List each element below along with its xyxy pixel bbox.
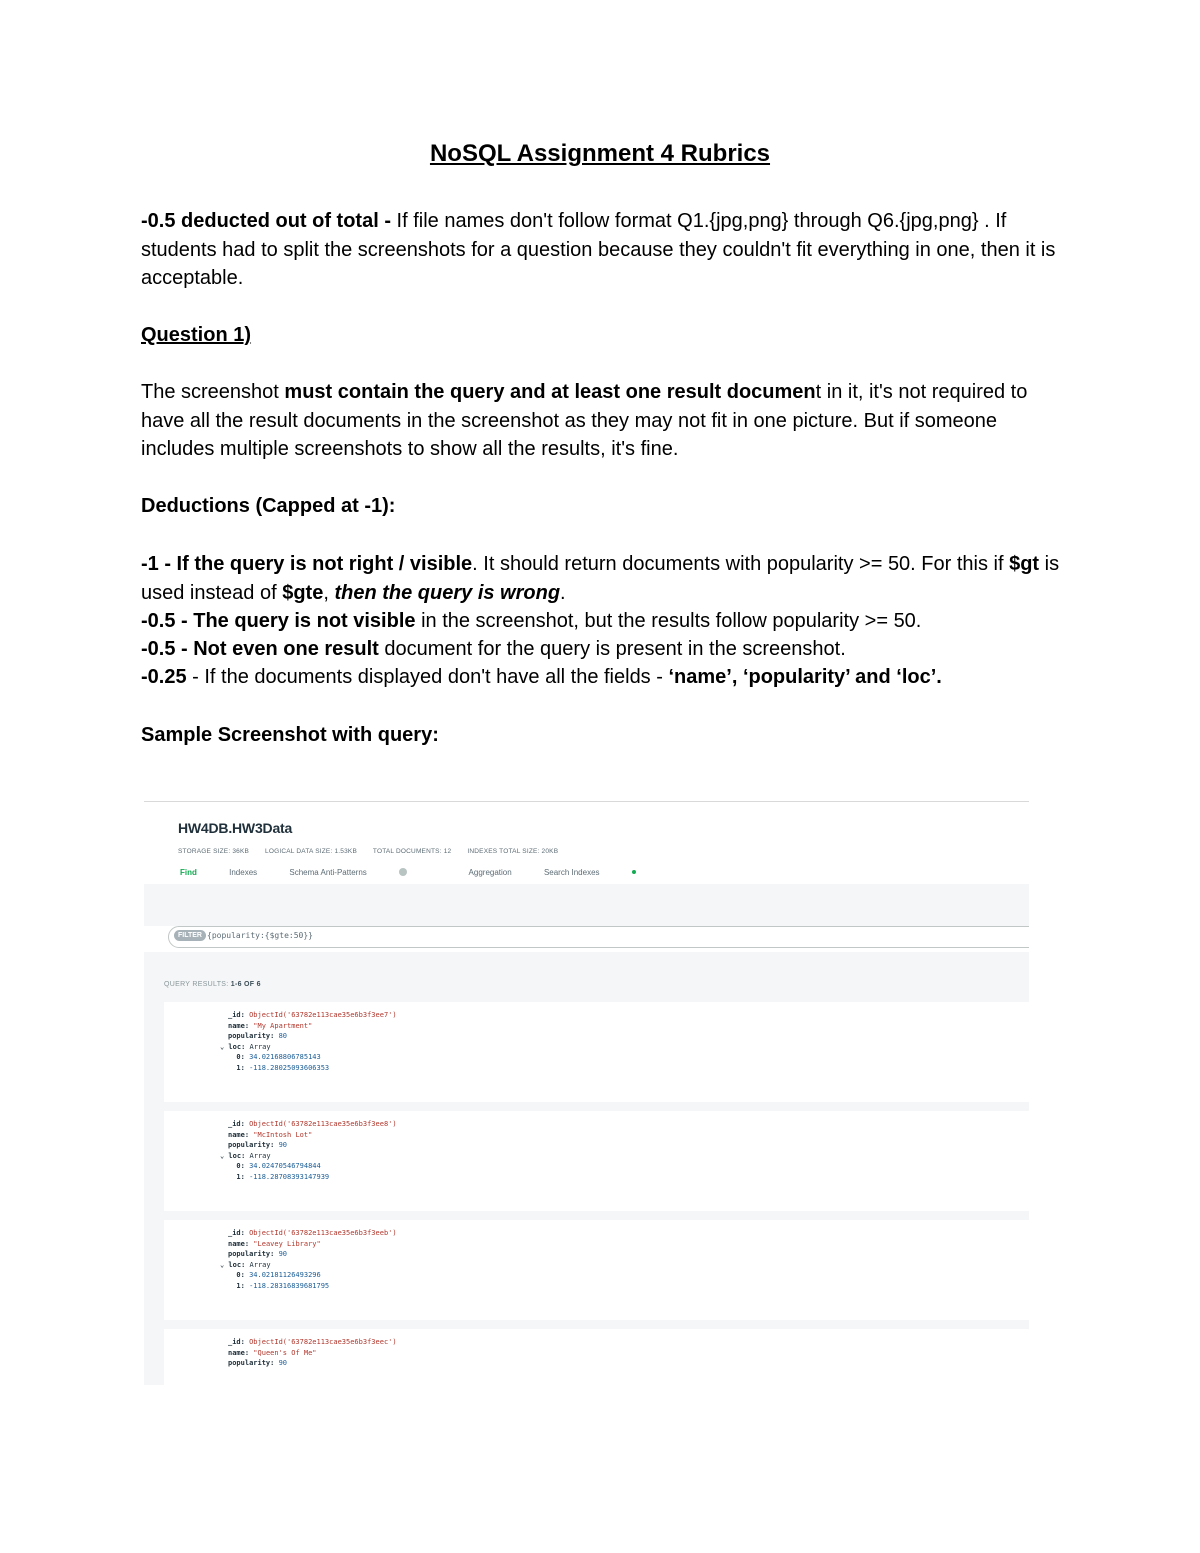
collection-tabs	[180, 868, 696, 877]
result-document	[164, 1111, 1029, 1211]
intro-paragraph	[141, 207, 1071, 293]
document-fields	[212, 1228, 397, 1292]
deduction-2-bold: -0.5 - The query is not visible	[141, 610, 416, 632]
tab-aggregation: Aggregation	[468, 868, 512, 877]
requirement-pre: The screenshot	[141, 381, 285, 403]
info-icon	[399, 868, 407, 876]
field-loc-0: 0: 34.02470546794844	[228, 1162, 321, 1171]
tab-schema-label: Schema Anti-Patterns	[289, 868, 367, 877]
field-popularity: popularity: 90	[228, 1359, 288, 1368]
deduction-4-bold: -0.25	[141, 666, 187, 688]
result-document	[164, 1329, 1029, 1385]
deduction-4-text: - If the documents displayed don't have all the fields -	[186, 666, 669, 688]
intro-text: If file names don't follow format Q1.{jpg,png} through Q6.{jpg,png} . If students had to split the screenshots for a question because they couldn't fit everything in one, then it is acceptable.	[141, 210, 1056, 289]
deduction-1-gt: $gt	[1009, 553, 1040, 575]
deduction-1-text4: .	[560, 581, 566, 604]
deduction-1-bold: -1 - If the query is not right / visible	[141, 553, 473, 575]
deduction-4	[141, 663, 1071, 692]
filter-query: {popularity:{$gte:50}}	[207, 931, 313, 940]
query-results-label: QUERY RESULTS:	[164, 981, 229, 988]
deduction-1-gte: $gte	[282, 581, 324, 604]
field-loc-1: 1: -118.28708393147939	[228, 1172, 330, 1181]
field-id: _id: ObjectId('63782e113cae35e6b3f3eec')	[228, 1338, 397, 1346]
field-popularity: popularity: 90	[228, 1250, 288, 1259]
deduction-3-bold: -0.5 - Not even one result	[141, 638, 379, 660]
field-loc-0: 0: 34.02168806785143	[228, 1053, 321, 1062]
document-fields	[212, 1337, 397, 1369]
field-name: name: "Queen's Of Me"	[228, 1348, 317, 1357]
field-loc-0: 0: 34.02181126493296	[228, 1271, 321, 1280]
field-popularity: popularity: 80	[228, 1032, 288, 1041]
tab-schema-anti-patterns	[289, 868, 436, 877]
field-loc: ⌄ loc: Array	[220, 1151, 271, 1160]
field-name: name: "My Apartment"	[228, 1021, 313, 1030]
question-heading: Question 1)	[141, 324, 252, 346]
sample-heading: Sample Screenshot with query:	[141, 724, 439, 746]
deduction-4-fields: ‘name’, ‘popularity’ and ‘loc’.	[668, 666, 942, 688]
status-dot-icon	[632, 870, 636, 874]
stat-indexes-size: INDEXES TOTAL SIZE: 20KB	[467, 848, 559, 855]
deduction-2	[141, 607, 1071, 636]
query-results-count	[164, 981, 261, 988]
deduction-1-text1: . It should return documents with popularity >= 50. For this if	[472, 553, 1010, 575]
deduction-1-emph: then the query is wrong	[334, 581, 561, 604]
deduction-3	[141, 635, 1071, 664]
tab-find: Find	[180, 868, 197, 877]
result-document	[164, 1002, 1029, 1102]
tab-search-label: Search Indexes	[543, 868, 600, 877]
field-loc-1: 1: -118.28316839681795	[228, 1281, 330, 1290]
stat-logical-size: LOGICAL DATA SIZE: 1.53KB	[265, 848, 357, 855]
result-document	[164, 1220, 1029, 1320]
deduction-2-text: in the screenshot, but the results follow popularity >= 50.	[415, 610, 922, 632]
filter-label: FILTER	[174, 930, 206, 941]
document-fields	[212, 1119, 397, 1183]
field-loc: ⌄ loc: Array	[220, 1260, 271, 1269]
field-id: _id: ObjectId('63782e113cae35e6b3f3ee7')	[228, 1011, 397, 1019]
document-fields	[212, 1010, 397, 1074]
deduction-1-text3: ,	[323, 581, 335, 604]
sample-screenshot	[144, 801, 1029, 1385]
field-popularity: popularity: 90	[228, 1141, 288, 1150]
tab-search-indexes	[544, 868, 666, 877]
deductions-heading: Deductions (Capped at -1):	[141, 495, 396, 517]
query-results-range: 1-6 OF 6	[230, 981, 261, 988]
field-id: _id: ObjectId('63782e113cae35e6b3f3eeb')	[228, 1229, 397, 1237]
collection-title: HW4DB.HW3Data	[178, 820, 293, 836]
stat-total-documents: TOTAL DOCUMENTS: 12	[372, 848, 452, 855]
stat-storage-size: STORAGE SIZE: 36KB	[178, 848, 250, 855]
toolbar-area	[144, 884, 1029, 926]
field-name: name: "McIntosh Lot"	[228, 1130, 313, 1139]
intro-deduction: -0.5 deducted out of total -	[141, 210, 397, 232]
field-id: _id: ObjectId('63782e113cae35e6b3f3ee8')	[228, 1120, 397, 1128]
collection-stats	[178, 848, 572, 855]
field-loc: ⌄ loc: Array	[220, 1042, 271, 1051]
deduction-3-text: document for the query is present in the screenshot.	[378, 638, 846, 660]
collection-header	[144, 802, 1029, 884]
deduction-1	[141, 550, 1071, 607]
requirement-paragraph	[141, 378, 1071, 464]
field-loc-1: 1: -118.28025093606353	[228, 1063, 330, 1072]
filter-bar	[168, 926, 1029, 948]
field-name: name: "Leavey Library"	[228, 1239, 321, 1248]
deduction-1-text2: is used instead of	[141, 553, 1060, 604]
requirement-post: t in it, it's not required to have all the result documents in the screenshot as they may not fit in one picture. But if someone includes multiple screenshots to show all the results, it's fine.	[141, 381, 1028, 460]
requirement-bold: must contain the query and at least one result documen	[284, 381, 816, 403]
document-title: NoSQL Assignment 4 Rubrics	[429, 140, 771, 167]
tab-indexes: Indexes	[229, 868, 258, 877]
